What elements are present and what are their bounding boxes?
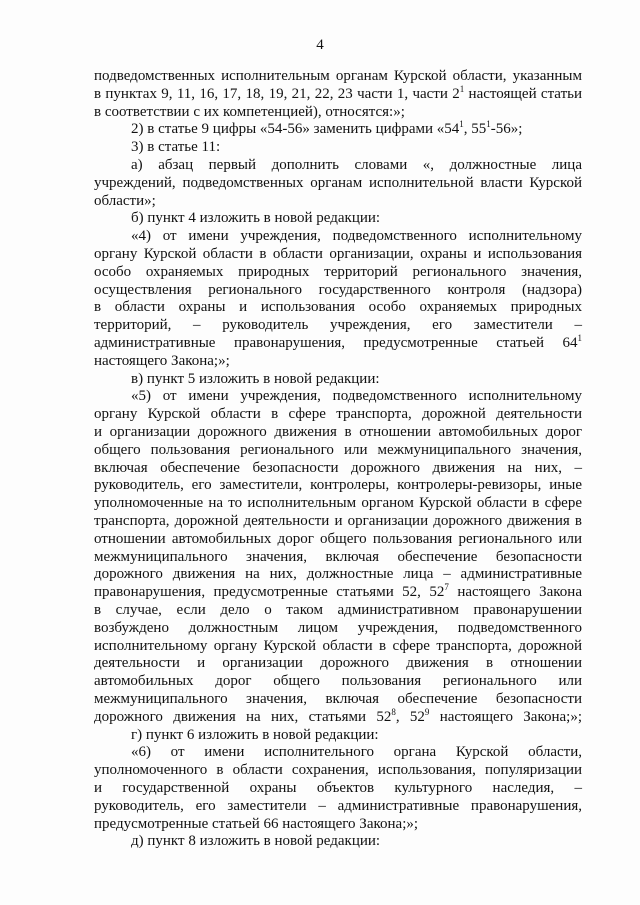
line-text: деятельности и организации дорожного движения в отношении: [94, 655, 582, 672]
text-line: [94, 762, 582, 780]
text-line: [94, 566, 582, 584]
line-text: автомобильных дорог общего пользования регионального или: [94, 673, 582, 690]
text-line: [131, 210, 582, 228]
line-text: органу Курской области в сфере транспорта, дорожной деятельности: [94, 406, 582, 423]
line-text: настоящего Закона;»;: [94, 352, 230, 369]
superscript: 1: [577, 333, 582, 343]
text-line: [94, 317, 582, 335]
text-line: [131, 388, 582, 406]
text-line: [131, 157, 582, 175]
line-text: подведомственных исполнительным органам Курской области, указанным: [94, 68, 582, 84]
line-text: органу Курской области в области организации, охраны и использования: [94, 246, 582, 262]
line-text: исполнительному органу Курской области в сфере транспорта, дорожной: [94, 637, 582, 654]
line-text: транспорта, дорожной деятельности и организации дорожного движения в: [94, 513, 582, 529]
text-line: [94, 104, 582, 122]
line-text: в) пункт 5 изложить в новой редакции:: [131, 370, 380, 387]
text-line: [94, 638, 582, 656]
text-line: [131, 744, 582, 762]
line-text: 2) в статье 9 цифры «54-56» заменить цифрами «54: [131, 121, 460, 138]
text-line: [94, 68, 582, 86]
line-text: настоящего Закона: [448, 584, 582, 601]
line-text: в пунктах 9, 11, 16, 17, 18, 19, 21, 22, 23 части 1, части 2: [94, 85, 460, 102]
superscript: 7: [444, 582, 449, 593]
line-text: «4) от имени учреждения, подведомственного исполнительному: [131, 228, 582, 245]
line-text: «6) от имени исполнительного органа Курской области,: [131, 744, 582, 761]
line-text: г) пункт 6 изложить в новой редакции:: [131, 726, 379, 743]
line-text: учреждений, подведомственных органам исполнительной власти Курской: [94, 174, 582, 191]
line-text: настоящего Закона;»;: [429, 708, 582, 725]
line-text: руководитель, его заместители, контролеры, контролеры-ревизоры, иные: [94, 477, 582, 494]
text-line: [94, 584, 582, 602]
text-line: [94, 513, 582, 531]
line-text: возбуждено должностным лицом учреждения, подведомственного: [94, 619, 582, 636]
text-line: [94, 780, 582, 798]
line-text: осуществления регионального государственного контроля (надзора): [94, 281, 582, 298]
line-text: дорожного движения на них, должностные лица – административные: [94, 566, 582, 583]
line-text: «5) от имени учреждения, подведомственного исполнительному: [131, 388, 582, 405]
line-text: в области охраны и использования особо охраняемых природных: [94, 299, 582, 316]
line-text: д) пункт 8 изложить в новой редакции:: [131, 833, 381, 850]
text-line: [94, 673, 582, 691]
line-text: а) абзац первый дополнить словами «, должностные лица: [131, 157, 582, 173]
text-line: [94, 246, 582, 264]
line-text: б) пункт 4 изложить в новой редакции:: [131, 210, 381, 227]
text-line: [94, 531, 582, 549]
text-line: [94, 335, 582, 353]
text-line: [94, 193, 582, 211]
page-number: 4: [316, 37, 324, 53]
line-text: включая обеспечение безопасности дорожного движения на них, –: [94, 459, 582, 476]
text-line: [94, 353, 582, 371]
superscript: 1: [486, 119, 491, 130]
text-line: [131, 833, 582, 851]
text-line: [94, 816, 582, 834]
line-text: межмуниципального значения, включая обеспечение безопасности: [94, 691, 582, 707]
text-line: [94, 424, 582, 442]
text-line: [94, 282, 582, 300]
text-line: [131, 371, 582, 389]
line-text: -56»;: [490, 121, 523, 138]
superscript: 1: [459, 83, 465, 94]
text-line: [131, 228, 582, 246]
line-text: административные правонарушения, предусмотренные статьей 64: [94, 335, 578, 351]
text-line: [131, 121, 582, 139]
line-text: руководитель, его заместители – административные правонарушения,: [94, 797, 582, 814]
line-text: особо охраняемых природных территорий регионального значения,: [94, 263, 582, 280]
line-text: , 55: [463, 121, 487, 138]
text-line: [131, 139, 582, 157]
superscript: 9: [424, 706, 430, 717]
line-text: и организации дорожного движения в отношении автомобильных дорог: [94, 424, 582, 440]
text-line: [94, 442, 582, 460]
superscript: 1: [459, 119, 464, 130]
text-line: [94, 691, 582, 709]
line-text: уполномоченного в области сохранения, использования, популяризации: [94, 762, 582, 779]
line-text: отношении автомобильных дорог общего пользования регионального или: [94, 530, 582, 547]
text-line: [94, 299, 582, 317]
text-line: [94, 602, 582, 620]
line-text: предусмотренные статьей 66 настоящего Закона;»;: [94, 815, 419, 832]
text-line: [94, 495, 582, 513]
text-line: [94, 655, 582, 673]
line-text: уполномоченные на то исполнительным органом Курской области в сфере: [94, 495, 582, 512]
line-text: и государственной охраны объектов культурного наследия, –: [94, 780, 582, 796]
text-line: [94, 798, 582, 816]
line-text: области»;: [94, 192, 156, 209]
text-line: [94, 460, 582, 478]
line-text: 3) в статье 11:: [131, 139, 221, 156]
line-text: правонарушения, предусмотренные статьями 52, 52: [94, 584, 445, 601]
text-line: [94, 83, 583, 104]
line-text: дорожного движения на них, статьями 52: [94, 708, 392, 725]
text-line: [94, 264, 582, 282]
line-text: , 52: [395, 708, 425, 725]
line-text: межмуниципального значения, включая обеспечение безопасности: [94, 548, 582, 565]
line-text: территорий, – руководитель учреждения, его заместители –: [94, 317, 582, 334]
superscript: 8: [391, 706, 396, 717]
line-text: общего пользования регионального или межмуниципального значения,: [94, 441, 582, 458]
text-line: [94, 706, 582, 727]
text-line: [94, 620, 582, 638]
text-line: [94, 175, 582, 193]
text-line: [94, 406, 582, 424]
text-line: [131, 727, 582, 745]
line-text: в соответствии с их компетенцией), относятся:»;: [94, 103, 405, 120]
text-line: [94, 549, 582, 567]
text-line: [94, 477, 582, 495]
line-text: настоящей статьи: [464, 85, 583, 102]
line-text: в случае, если дело о таком административном правонарушении: [94, 602, 582, 618]
